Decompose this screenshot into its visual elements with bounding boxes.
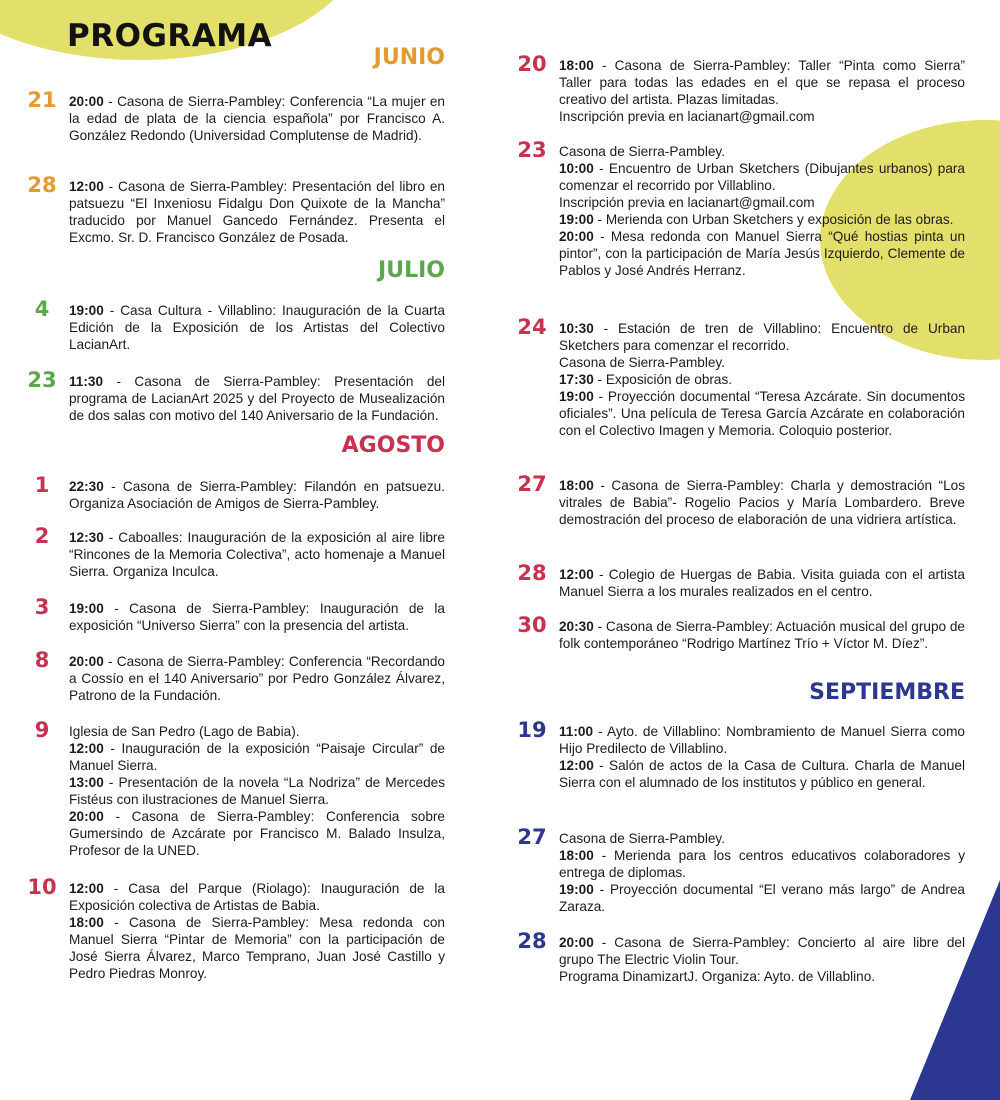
event-description [559,143,965,279]
event-line [69,774,445,808]
event-time: 13:00 [69,775,104,790]
event-text: Casona de Sierra-Pambley. [559,355,725,370]
event-day: 1 [34,473,50,497]
event-text: - Casona de Sierra-Pambley: Charla y demostración “Los vitrales de Babia”- Rogelio Pacios y María Lombardero. Breve demostración del proceso de elaboración de una vidriera artística. [559,478,965,527]
event-text: - Casona de Sierra-Pambley: Presentación del programa de LacianArt 2025 y del Proyecto de Musealización de dos salas con motivo del 140 Aniversario de la Fundación. [69,374,445,423]
event-line [559,477,965,528]
event-time: 11:30 [69,374,104,389]
event-time: 20:00 [69,809,104,824]
event-time: 17:30 [559,372,594,387]
event-time: 20:00 [559,229,594,244]
event-description [559,57,965,125]
event-text: Iglesia de San Pedro (Lago de Babia). [69,724,300,739]
event-time: 22:30 [69,479,104,494]
event-item [517,825,965,915]
event-text: - Colegio de Huergas de Babia. Visita guiada con el artista Manuel Sierra a los murales realizados en el centro. [559,567,965,599]
event-description [559,477,965,528]
event-day: 27 [517,472,547,496]
event-day: 24 [517,315,547,339]
event-item [27,88,445,144]
event-day: 10 [27,875,57,899]
event-time: 19:00 [69,601,104,616]
event-item [517,472,965,528]
event-description [559,566,965,600]
event-text: Programa DinamizartJ. Organiza: Ayto. de Villablino. [559,969,876,984]
month-heading-julio: JULIO [378,258,445,283]
event-line [69,880,445,914]
event-item [517,561,965,600]
event-line [69,740,445,774]
event-line [559,354,965,371]
event-line [559,934,965,968]
event-text: - Casona de Sierra-Pambley: Filandón en patsuezu. Organiza Asociación de Amigos de Sierra-Pambley. [69,479,445,511]
event-time: 19:00 [69,303,104,318]
event-line [69,914,445,982]
event-item [27,368,445,424]
event-line [559,723,965,757]
event-day: 21 [27,88,57,112]
event-time: 18:00 [559,478,594,493]
event-item [517,315,965,439]
event-item [27,473,445,512]
event-text: - Casona de Sierra-Pambley: Taller “Pinta como Sierra” Taller para todas las edades en el que se repasa el proceso creativo del artista. Plazas limitadas. [559,58,965,107]
event-time: 20:00 [69,94,104,109]
event-line [559,194,965,211]
event-time: 20:00 [559,935,594,950]
event-text: - Casona de Sierra-Pambley: Inauguración de la exposición “Universo Sierra” con la presencia del artista. [69,601,445,633]
event-description [69,529,445,580]
event-text: - Casona de Sierra-Pambley: Conferencia “Recordando a Cossío en el 140 Aniversario” por Pedro González Álvarez, Patrono de la Fundación. [69,654,445,703]
month-heading-septiembre: SEPTIEMBRE [809,680,965,705]
event-item [27,595,445,634]
event-time: 18:00 [69,915,104,930]
event-text: - Proyección documental “Teresa Azcárate. Sin documentos oficiales”. Una película de Teresa García Azcárate en colaboración con el Colectivo Imagen y Memoria. Coloquio posterior. [559,389,965,438]
event-line [69,93,445,144]
event-day: 28 [27,173,57,197]
event-item [517,929,965,985]
event-item [27,875,445,982]
event-day: 23 [27,368,57,392]
event-text: - Casa del Parque (Riolago): Inauguración de la Exposición colectiva de Artistas de Babia. [69,881,445,913]
event-line [559,566,965,600]
event-description [69,653,445,704]
event-day: 8 [34,648,50,672]
event-text: - Proyección documental “El verano más largo” de Andrea Zaraza. [559,882,965,914]
event-text: - Caboalles: Inauguración de la exposición al aire libre “Rincones de la Memoria Colectiva”, acto homenaje a Manuel Sierra. Organiza Inculca. [69,530,445,579]
event-item [27,524,445,580]
event-text: - Salón de actos de la Casa de Cultura. Charla de Manuel Sierra con el alumnado de los institutos y público en general. [559,758,965,790]
event-time: 20:30 [559,619,594,634]
event-item [27,718,445,859]
event-line [559,881,965,915]
event-time: 12:00 [559,758,594,773]
event-line [559,388,965,439]
event-description [559,618,965,652]
event-line [559,108,965,125]
event-line [69,653,445,704]
event-line [559,830,965,847]
event-text: - Merienda para los centros educativos colaboradores y entrega de diplomas. [559,848,965,880]
event-description [69,302,445,353]
event-time: 18:00 [559,848,594,863]
event-text: - Casa Cultura - Villablino: Inauguración de la Cuarta Edición de la Exposición de los Artistas del Colectivo LacianArt. [69,303,445,352]
event-day: 27 [517,825,547,849]
event-line [559,57,965,108]
event-line [69,302,445,353]
event-line [69,808,445,859]
event-text: - Casona de Sierra-Pambley: Actuación musical del grupo de folk contemporáneo “Rodrigo Martínez Trío + Víctor M. Díez”. [559,619,965,651]
event-description [559,723,965,791]
event-text: - Mesa redonda con Manuel Sierra “Qué hostias pinta un pintor”, con la participación de María Jesús Izquierdo, Clemente de Pablos y José Andrés Herranz. [559,229,965,278]
event-line [69,723,445,740]
event-description [559,830,965,915]
event-item [517,718,965,791]
event-description [69,723,445,859]
event-line [559,618,965,652]
event-item [27,173,445,246]
event-text: - Casona de Sierra-Pambley: Mesa redonda con Manuel Sierra “Pintar de Memoria” con la participación de José Sierra Álvarez, Marco Temprano, Juan José Castillo y Pedro Piedras Monroy. [69,915,445,981]
event-day: 20 [517,52,547,76]
event-day: 28 [517,561,547,585]
event-description [559,934,965,985]
event-text: - Merienda con Urban Sketchers y exposición de las obras. [593,212,954,227]
event-item [27,648,445,704]
event-text: - Casona de Sierra-Pambley: Conferencia sobre Gumersindo de Azcárate por Francisco M. Balado Insulza, Profesor de la UNED. [69,809,445,858]
event-description [69,478,445,512]
event-time: 10:00 [559,161,594,176]
event-description [69,880,445,982]
event-day: 28 [517,929,547,953]
event-time: 11:00 [559,724,594,739]
event-line [69,529,445,580]
event-line [559,228,965,279]
event-line [69,178,445,246]
event-time: 12:00 [69,741,104,756]
event-description [69,93,445,144]
event-description [69,600,445,634]
event-description [69,373,445,424]
event-text: - Inauguración de la exposición “Paisaje Circular” de Manuel Sierra. [69,741,445,773]
event-day: 30 [517,613,547,637]
event-text: Casona de Sierra-Pambley. [559,831,725,846]
event-text: - Encuentro de Urban Sketchers (Dibujantes urbanos) para comenzar el recorrido por Villablino. [559,161,965,193]
event-text: - Casona de Sierra-Pambley: Concierto al aire libre del grupo The Electric Violin Tour. [559,935,965,967]
event-text: - Ayto. de Villablino: Nombramiento de Manuel Sierra como Hijo Predilecto de Villablino. [559,724,965,756]
event-line [69,478,445,512]
event-line [69,373,445,424]
event-text: - Exposición de obras. [593,372,733,387]
event-day: 4 [34,297,50,321]
event-time: 20:00 [69,654,104,669]
event-line [559,968,965,985]
page-title: PROGRAMA [67,18,273,54]
event-text: - Presentación de la novela “La Nodriza” de Mercedes Fistéus con ilustraciones de Manuel Sierra. [69,775,445,807]
event-day: 3 [34,595,50,619]
event-item [27,297,445,353]
event-day: 9 [34,718,50,742]
event-time: 10:30 [559,321,594,336]
event-line [69,600,445,634]
event-text: Inscripción previa en lacianart@gmail.com [559,195,815,210]
event-day: 23 [517,138,547,162]
event-time: 12:30 [69,530,104,545]
event-item [517,52,965,125]
event-time: 12:00 [69,179,104,194]
event-text: - Casona de Sierra-Pambley: Presentación del libro en patsuezu “El Inxeniosu Fidalgu Don Quixote de la Mancha” traducido por Manuel Gancedo Fernández. Presenta el Excmo. Sr. D. Francisco González de Posada. [69,179,445,245]
event-line [559,211,965,228]
month-heading-junio: JUNIO [373,45,445,70]
event-day: 19 [517,718,547,742]
event-time: 18:00 [559,58,594,73]
month-heading-agosto: AGOSTO [341,433,445,458]
event-text: - Estación de tren de Villablino: Encuentro de Urban Sketchers para comenzar el recorrido. [559,321,965,353]
event-description [69,178,445,246]
event-time: 19:00 [559,212,594,227]
event-line [559,320,965,354]
event-text: - Casona de Sierra-Pambley: Conferencia “La mujer en la edad de plata de la ciencia española” por Francisco A. González Redondo (Universidad Complutense de Madrid). [69,94,445,143]
event-text: Inscripción previa en lacianart@gmail.com [559,109,815,124]
event-item [517,613,965,652]
event-line [559,143,965,160]
event-description [559,320,965,439]
event-line [559,160,965,194]
event-time: 12:00 [69,881,104,896]
event-text: Casona de Sierra-Pambley. [559,144,725,159]
event-line [559,847,965,881]
event-line [559,757,965,791]
event-time: 12:00 [559,567,594,582]
event-time: 19:00 [559,389,594,404]
event-day: 2 [34,524,50,548]
event-time: 19:00 [559,882,594,897]
event-line [559,371,965,388]
event-item [517,138,965,279]
